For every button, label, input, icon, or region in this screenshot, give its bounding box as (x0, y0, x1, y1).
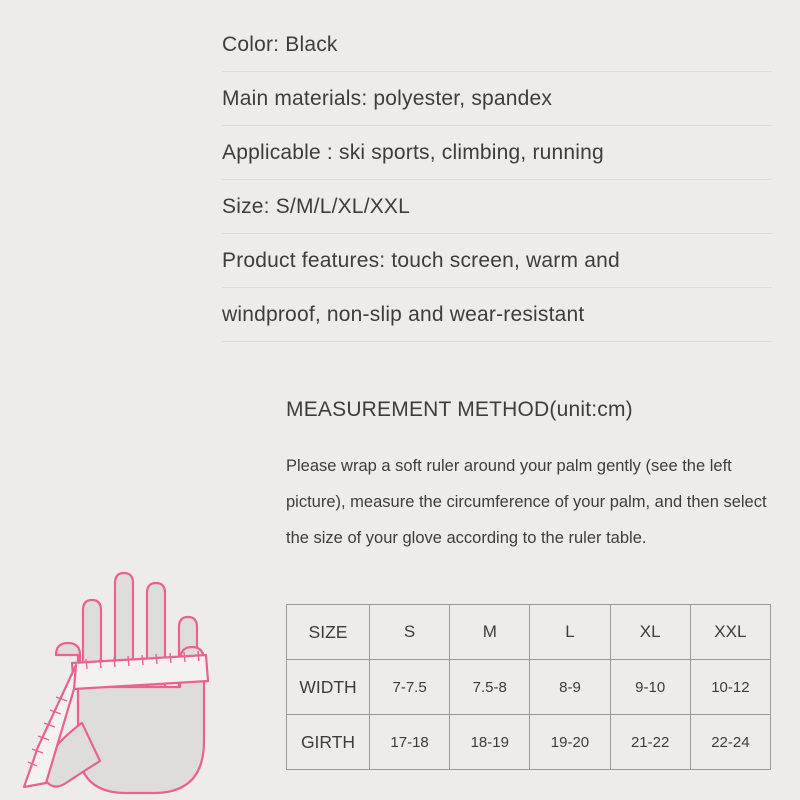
table-cell-girth-m: 18-19 (450, 715, 530, 770)
table-row-label-girth: GIRTH (287, 715, 370, 770)
spec-line-materials: Main materials: polyester, spandex (222, 72, 772, 126)
table-header-size: SIZE (287, 605, 370, 660)
table-cell-width-s: 7-7.5 (370, 660, 450, 715)
spec-list (222, 18, 772, 342)
table-cell-width-xl: 9-10 (610, 660, 690, 715)
spec-line-size: Size: S/M/L/XL/XXL (222, 180, 772, 234)
spec-line-color: Color: Black (222, 18, 772, 72)
spec-line-features-2: windproof, non-slip and wear-resistant (222, 288, 772, 342)
spec-line-applicable: Applicable : ski sports, climbing, running (222, 126, 772, 180)
table-cell-girth-l: 19-20 (530, 715, 610, 770)
table-cell-width-m: 7.5-8 (450, 660, 530, 715)
table-cell-width-l: 8-9 (530, 660, 610, 715)
table-cell-girth-s: 17-18 (370, 715, 450, 770)
table-row-header (287, 605, 771, 660)
measurement-method-description: Please wrap a soft ruler around your palm gently (see the left picture), measure the circumference of your palm, and then select the size of your glove according to the ruler table. (286, 457, 767, 547)
hand-with-measuring-tape-icon (20, 495, 282, 795)
table-cell-width-xxl: 10-12 (690, 660, 770, 715)
table-header-m: M (450, 605, 530, 660)
table-header-l: L (530, 605, 610, 660)
table-header-s: S (370, 605, 450, 660)
table-row (287, 715, 771, 770)
table-cell-girth-xxl: 22-24 (690, 715, 770, 770)
table-header-xxl: XXL (690, 605, 770, 660)
table-row (287, 660, 771, 715)
table-header-xl: XL (610, 605, 690, 660)
spec-line-features-1: Product features: touch screen, warm and (222, 234, 772, 288)
table-cell-girth-xl: 21-22 (610, 715, 690, 770)
table-row-label-width: WIDTH (287, 660, 370, 715)
size-chart-table (286, 604, 771, 770)
measurement-method-title: MEASUREMENT METHOD(unit:cm) (286, 398, 633, 421)
